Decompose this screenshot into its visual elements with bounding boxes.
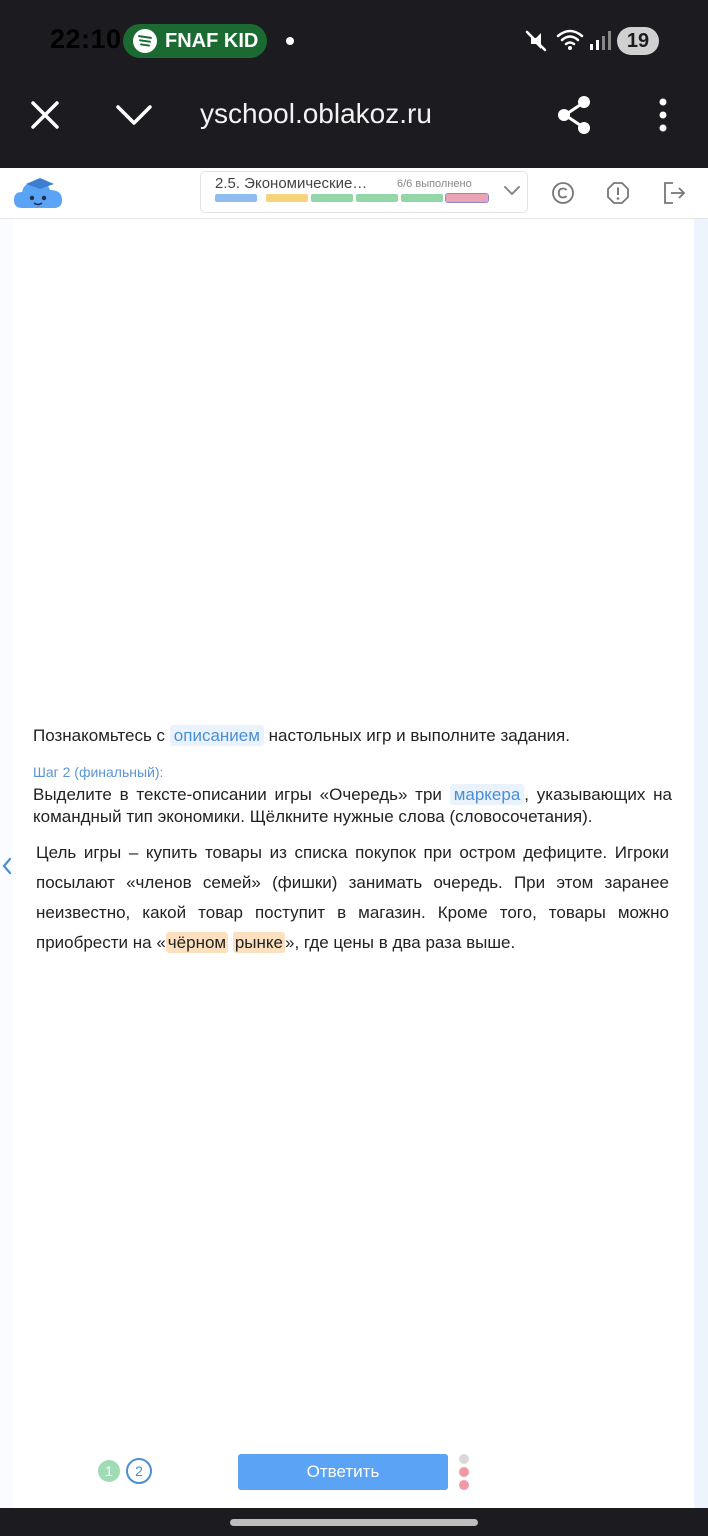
url-bar[interactable]: yschool.oblakoz.ru: [200, 98, 432, 129]
notification-dot: [286, 37, 294, 45]
progress-segment: [401, 194, 443, 202]
task-intro: Познакомьтесь с описанием настольных игр и выполните задания.: [33, 726, 570, 745]
step-label: Шаг 2 (финальный):: [33, 764, 164, 780]
clock: 22:10: [50, 24, 122, 54]
attempt-indicators: [458, 1454, 470, 1492]
spotify-icon: [133, 29, 157, 53]
answer-button[interactable]: Ответить: [238, 1454, 448, 1490]
task-text: Выделите в тексте-описании игры «Очередь» три маркера , указывающих на командный тип экономики. Щёлкните нужные слова (словосочетания).: [33, 785, 672, 826]
lesson-title: 2.5. Экономические…: [215, 175, 368, 192]
selected-word[interactable]: рынке: [234, 933, 283, 952]
share-icon[interactable]: [555, 95, 595, 135]
lesson-selector[interactable]: [200, 171, 528, 213]
cloud-logo-icon[interactable]: [12, 172, 64, 212]
game-description-passage[interactable]: Цель игры – купить товары из списка покупок при остром дефиците. Игроки посылают «членов семей» (фишки) занимать очередь. При этом заранее неизвестно, какой товар поступит в магазин. Кроме того, товары можно приобрести на « чёрном рынке », где цены в два раза выше.: [36, 843, 669, 952]
selected-word[interactable]: чёрном: [167, 933, 227, 952]
progress-segment: [215, 194, 257, 202]
step-1-indicator[interactable]: 1: [98, 1460, 120, 1482]
warning-icon[interactable]: [606, 181, 630, 205]
spotify-track-label: FNAF KID: [165, 29, 259, 52]
lesson-progress-segments: [215, 194, 489, 202]
close-icon[interactable]: [28, 98, 62, 132]
wifi-icon: [555, 27, 585, 53]
chevron-down-icon[interactable]: [114, 102, 154, 128]
spotify-now-playing[interactable]: [123, 24, 267, 58]
attempt-dot: [459, 1454, 469, 1464]
attempt-dot: [459, 1480, 469, 1490]
attempt-dot: [459, 1467, 469, 1477]
battery-icon: 19: [617, 27, 659, 55]
copyright-icon[interactable]: [551, 181, 575, 205]
chevron-left-icon[interactable]: [2, 857, 12, 875]
home-indicator[interactable]: [230, 1519, 478, 1526]
signal-icon: [589, 29, 611, 51]
more-vertical-icon[interactable]: [655, 98, 671, 132]
description-link[interactable]: описанием: [170, 725, 264, 746]
progress-segment: [356, 194, 398, 202]
progress-segment: [311, 194, 353, 202]
progress-segment: [266, 194, 308, 202]
chevron-down-icon[interactable]: [503, 184, 521, 198]
lesson-progress-text: 6/6 выполнено: [397, 178, 472, 190]
markers-link[interactable]: маркера: [450, 784, 525, 805]
exit-icon[interactable]: [661, 180, 687, 206]
mute-icon: [523, 28, 549, 54]
progress-segment: [446, 194, 488, 202]
step-2-indicator[interactable]: 2: [126, 1458, 152, 1484]
